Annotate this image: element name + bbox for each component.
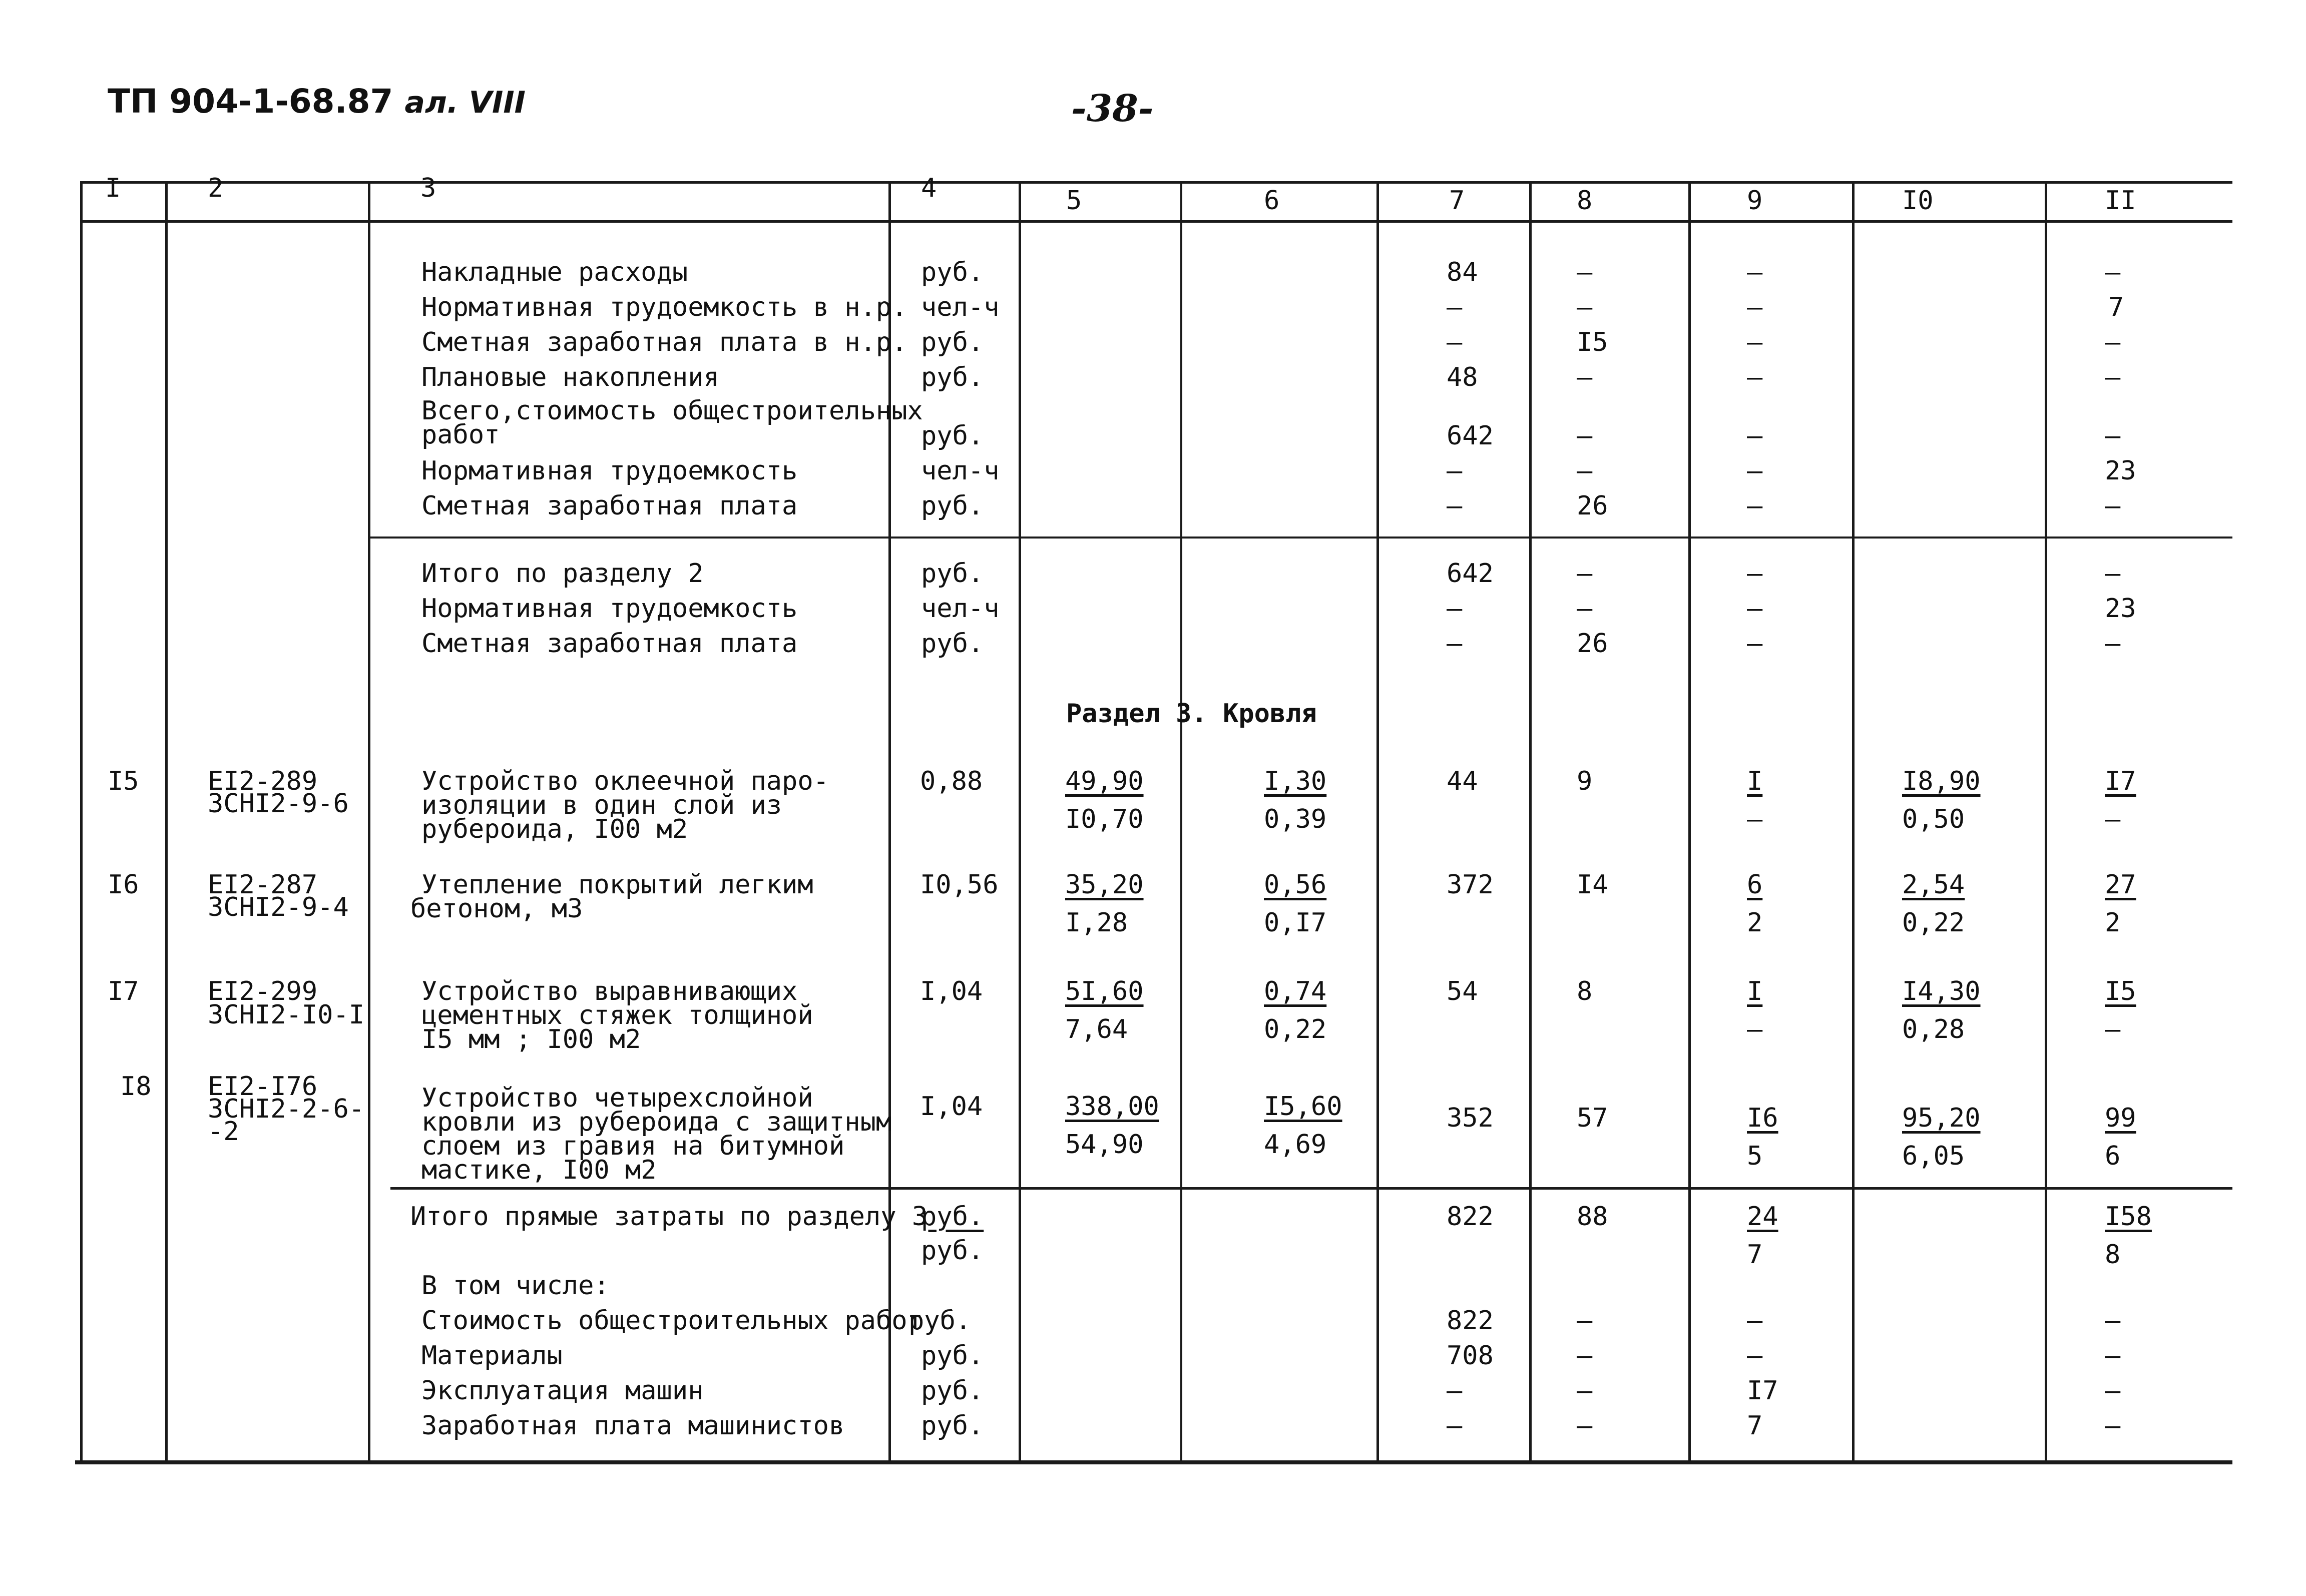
row-c8: – (1577, 456, 1593, 486)
c11-numerator: I58 (2105, 1202, 2152, 1232)
c11-numerator: I7 (2105, 766, 2136, 796)
item-desc-line: изоляции в один слой из (421, 790, 782, 820)
item-c9 (1747, 872, 1777, 936)
row-c9: – (1747, 491, 1763, 521)
col-divider (1852, 181, 1855, 1463)
row-c11: – (2105, 629, 2121, 659)
c9-numerator: I (1747, 766, 1763, 796)
row-c7: – (1447, 1411, 1463, 1441)
row-c8: – (1577, 1306, 1593, 1336)
row-c8: – (1577, 1411, 1593, 1441)
row-c7: – (1447, 292, 1463, 322)
totals-c11 (2105, 1204, 2167, 1268)
row-c9: – (1747, 456, 1763, 486)
item-c9 (1747, 1105, 1793, 1169)
c6-denominator: 0,I7 (1264, 908, 1327, 938)
row-c7: 642 (1447, 421, 1494, 451)
row-c11: – (2105, 491, 2121, 521)
row-unit: руб. (908, 1306, 972, 1336)
row-c7: – (1447, 629, 1463, 659)
c9-numerator: 6 (1747, 870, 1763, 900)
c11-denominator: 8 (2105, 1240, 2121, 1270)
c6-numerator: I,30 (1264, 766, 1327, 796)
item-c8: 8 (1577, 976, 1593, 1006)
c5-numerator: 338,00 (1065, 1092, 1159, 1122)
item-c5 (1065, 978, 1159, 1042)
row-desc: Стоимость общестроительных работ (421, 1306, 923, 1336)
c11-numerator: 99 (2105, 1103, 2136, 1133)
row-c7: 48 (1447, 362, 1478, 392)
row-c8: – (1577, 594, 1593, 624)
row-c7: 84 (1447, 257, 1478, 287)
row-unit: чел-ч (921, 292, 1000, 322)
c5-numerator: 49,90 (1065, 766, 1144, 796)
row-c8: – (1577, 257, 1593, 287)
row-c9: – (1747, 292, 1763, 322)
row-c11: – (2105, 362, 2121, 392)
item-c7: 54 (1447, 976, 1478, 1006)
item-c8: 57 (1577, 1103, 1608, 1133)
row-unit: руб. (921, 362, 984, 392)
row-desc: Сметная заработная плата в н.р. (421, 327, 907, 357)
row-desc: Сметная заработная плата (421, 629, 798, 659)
row-desc: Нормативная трудоемкость в н.р. (421, 292, 907, 322)
item-desc-line: Устройство четырехслойной (421, 1083, 813, 1113)
item-desc-line: кровли из рубероида с защитным (421, 1107, 892, 1137)
c9-denominator: – (1747, 1014, 1763, 1044)
section-title: Раздел 3. Кровля (1066, 699, 1317, 729)
row-c7: – (1447, 1376, 1463, 1406)
row-desc: Накладные расходы (421, 257, 688, 287)
item-c6 (1264, 872, 1341, 936)
item-code-2: ЗСНI2-9-6 (208, 789, 349, 819)
item-c5 (1065, 872, 1159, 936)
c5-numerator: 35,20 (1065, 870, 1144, 900)
album-text: ал. VIII (404, 85, 526, 120)
row-c8: – (1577, 1376, 1593, 1406)
row-c7: – (1447, 456, 1463, 486)
row-c9: – (1747, 327, 1763, 357)
item-qty: I0,56 (920, 870, 999, 900)
col-divider (1019, 181, 1021, 1463)
col-divider (80, 181, 83, 1463)
c6-numerator: 0,74 (1264, 976, 1327, 1006)
item-c6 (1264, 1094, 1357, 1158)
item-desc-line: Устройство оклеечной паро- (421, 766, 829, 796)
col-divider (1529, 181, 1532, 1463)
item-desc-line: цементных стяжек толщиной (421, 1000, 813, 1030)
c5-denominator: I,28 (1065, 908, 1128, 938)
row-c8: 26 (1577, 629, 1608, 659)
item-desc-line: Утепление покрытий легким (421, 870, 813, 900)
row-c11: 23 (2105, 456, 2136, 486)
row-c8: – (1577, 1341, 1593, 1371)
row-c8: – (1577, 421, 1593, 451)
row-c8: 26 (1577, 491, 1608, 521)
c5-numerator: 5I,60 (1065, 976, 1144, 1006)
row-c11: – (2105, 421, 2121, 451)
doc-code-text: ТП 904-1-68.87 (108, 82, 393, 121)
c9-numerator: I6 (1747, 1103, 1778, 1133)
row-c7: – (1447, 327, 1463, 357)
row-c8: – (1577, 559, 1593, 589)
item-desc-line: слоем из гравия на битумной (421, 1131, 845, 1161)
row-unit: руб. (921, 491, 984, 521)
c5-denominator: I0,70 (1065, 804, 1144, 834)
row-c9: – (1747, 257, 1763, 287)
row-c8: – (1577, 292, 1593, 322)
c9-denominator: 5 (1747, 1141, 1763, 1171)
c11-numerator: I5 (2105, 976, 2136, 1006)
c11-denominator: – (2105, 804, 2121, 834)
row-c9: – (1747, 421, 1763, 451)
row-desc: Плановые накопления (421, 362, 719, 392)
row-c9: – (1747, 1306, 1763, 1336)
col-header-1: I (105, 173, 121, 203)
item-c10 (1902, 978, 1996, 1042)
c10-numerator: I4,30 (1902, 976, 1981, 1006)
row-desc-cont: работ (421, 420, 500, 450)
row-c8: I5 (1577, 327, 1608, 357)
c9-denominator: – (1747, 804, 1763, 834)
item-code: ЕI2-I76 (208, 1072, 318, 1102)
row-c11: – (2105, 327, 2121, 357)
item-c11 (2105, 872, 2151, 936)
page-number: -38- (1071, 87, 1154, 130)
row-c8: – (1577, 362, 1593, 392)
item-number: I8 (120, 1072, 152, 1102)
c6-denominator: 0,22 (1264, 1014, 1327, 1044)
row-unit: руб. (921, 629, 984, 659)
col-divider (1376, 181, 1379, 1463)
row-desc: Эксплуатация машин (421, 1376, 704, 1406)
item-desc-line: рубероида, I00 м2 (421, 814, 688, 844)
row-c11: – (2105, 1376, 2121, 1406)
item-code-3: -2 (208, 1117, 239, 1147)
row-unit: чел-ч (921, 456, 1000, 486)
row-desc: Нормативная трудоемкость (421, 456, 798, 486)
c11-denominator: 2 (2105, 908, 2121, 938)
row-c9: – (1747, 362, 1763, 392)
c11-denominator: – (2105, 1014, 2121, 1044)
item-code-2: ЗСНI2-I0-I (208, 1000, 365, 1030)
row-rule (370, 537, 2232, 539)
col-header-5: 5 (1066, 186, 1082, 216)
row-c9: – (1747, 629, 1763, 659)
totals-c9 (1747, 1204, 1793, 1268)
row-unit: руб. (921, 327, 984, 357)
row-c11: – (2105, 257, 2121, 287)
row-desc: Итого по разделу 2 (421, 559, 704, 589)
row-c7: 822 (1447, 1306, 1494, 1336)
row-c11: – (2105, 1341, 2121, 1371)
row-c11: 7 (2108, 292, 2124, 322)
c11-numerator: 27 (2105, 870, 2136, 900)
item-c10 (1902, 872, 1980, 936)
row-desc: Нормативная трудоемкость (421, 594, 798, 624)
item-c5 (1065, 1094, 1174, 1158)
row-c9: 7 (1747, 1411, 1763, 1441)
col-divider (1688, 181, 1691, 1463)
c10-denominator: 0,28 (1902, 1014, 1965, 1044)
row-unit: руб. (921, 559, 984, 589)
item-c10 (1902, 768, 1996, 832)
row-unit: руб. (921, 421, 984, 451)
including-label: В том числе: (421, 1271, 610, 1301)
item-c6 (1264, 768, 1341, 832)
item-desc-line: Устройство выравнивающих (421, 976, 798, 1006)
item-qty: I,04 (920, 1092, 983, 1122)
c9-numerator: I (1747, 976, 1763, 1006)
table-bottom-rule (75, 1460, 2232, 1464)
item-qty: I,04 (920, 976, 983, 1006)
c11-denominator: 6 (2105, 1141, 2121, 1171)
row-c9: – (1747, 1341, 1763, 1371)
item-desc-line: мастике, I00 м2 (421, 1155, 657, 1185)
item-c11 (2105, 768, 2151, 832)
col-header-8: 8 (1577, 186, 1593, 216)
col-header-7: 7 (1449, 186, 1465, 216)
row-unit: руб. (921, 1376, 984, 1406)
totals-c8: 88 (1577, 1202, 1608, 1232)
item-c10 (1902, 1105, 1996, 1169)
row-desc: Заработная плата машинистов (421, 1411, 845, 1441)
header-bottom-rule (80, 220, 2232, 223)
c6-denominator: 4,69 (1264, 1130, 1327, 1160)
c10-denominator: 0,50 (1902, 804, 1965, 834)
row-desc: Сметная заработная плата (421, 491, 798, 521)
row-unit: руб. (921, 1341, 984, 1371)
row-c7: 642 (1447, 559, 1494, 589)
row-unit: руб. (921, 257, 984, 287)
col-divider (1180, 181, 1182, 1463)
row-c11: – (2105, 1411, 2121, 1441)
item-c11 (2105, 1105, 2151, 1169)
col-divider (2045, 181, 2047, 1463)
col-header-4: 4 (921, 173, 937, 203)
item-code-2: ЗСНI2-2-6- (208, 1094, 365, 1124)
c9-denominator: 7 (1747, 1240, 1763, 1270)
row-c11: – (2105, 559, 2121, 589)
document-code (108, 82, 526, 121)
item-code: ЕI2-299 (208, 976, 318, 1006)
totals-unit-2: руб. (921, 1236, 984, 1266)
col-header-6: 6 (1264, 186, 1280, 216)
item-c7: 352 (1447, 1103, 1494, 1133)
item-c8: I4 (1577, 870, 1608, 900)
row-c9: – (1747, 559, 1763, 589)
item-desc-line: I5 мм ; I00 м2 (421, 1024, 641, 1054)
item-c5 (1065, 768, 1159, 832)
item-c6 (1264, 978, 1341, 1042)
item-number: I6 (108, 870, 139, 900)
row-c9: I7 (1747, 1376, 1778, 1406)
col-header-10: I0 (1902, 186, 1934, 216)
totals-c7: 822 (1447, 1202, 1494, 1232)
row-desc: Материалы (421, 1341, 563, 1371)
col-divider (165, 181, 168, 1463)
item-c7: 372 (1447, 870, 1494, 900)
col-header-3: 3 (420, 173, 436, 203)
row-rule (390, 1187, 2232, 1190)
item-c9 (1747, 768, 1777, 832)
row-c11: – (2105, 1306, 2121, 1336)
item-c7: 44 (1447, 766, 1478, 796)
item-c9 (1747, 978, 1777, 1042)
row-unit: руб. (921, 1411, 984, 1441)
c5-denominator: 7,64 (1065, 1014, 1128, 1044)
c10-denominator: 0,22 (1902, 908, 1965, 938)
col-header-2: 2 (208, 173, 224, 203)
totals-title: Итого прямые затраты по разделу 3 (410, 1202, 928, 1232)
item-code-2: ЗСНI2-9-4 (208, 892, 349, 922)
col-header-11: II (2105, 186, 2136, 216)
item-c8: 9 (1577, 766, 1593, 796)
row-c9: – (1747, 594, 1763, 624)
row-unit: чел-ч (921, 594, 1000, 624)
row-c7: 708 (1447, 1341, 1494, 1371)
c10-denominator: 6,05 (1902, 1141, 1965, 1171)
item-number: I5 (108, 766, 139, 796)
item-desc-line: бетоном, м3 (410, 894, 583, 924)
item-number: I7 (108, 976, 139, 1006)
c6-numerator: I5,60 (1264, 1092, 1342, 1122)
c10-numerator: 2,54 (1902, 870, 1965, 900)
col-divider (888, 181, 891, 1463)
c10-numerator: I8,90 (1902, 766, 1981, 796)
row-desc: Всего,стоимость общестроительных (421, 396, 923, 426)
item-code: ЕI2-289 (208, 766, 318, 796)
c10-numerator: 95,20 (1902, 1103, 1981, 1133)
row-c7: – (1447, 594, 1463, 624)
item-code: ЕI2-287 (208, 870, 318, 900)
c9-numerator: 24 (1747, 1202, 1778, 1232)
c6-numerator: 0,56 (1264, 870, 1327, 900)
row-c11: 23 (2105, 594, 2136, 624)
c5-denominator: 54,90 (1065, 1130, 1144, 1160)
table-top-rule (80, 181, 2232, 184)
col-header-9: 9 (1747, 186, 1763, 216)
totals-unit-1: руб. (921, 1202, 984, 1232)
c6-denominator: 0,39 (1264, 804, 1327, 834)
col-divider (368, 181, 370, 1463)
item-qty: 0,88 (920, 766, 983, 796)
row-c7: – (1447, 491, 1463, 521)
item-c11 (2105, 978, 2151, 1042)
c9-denominator: 2 (1747, 908, 1763, 938)
